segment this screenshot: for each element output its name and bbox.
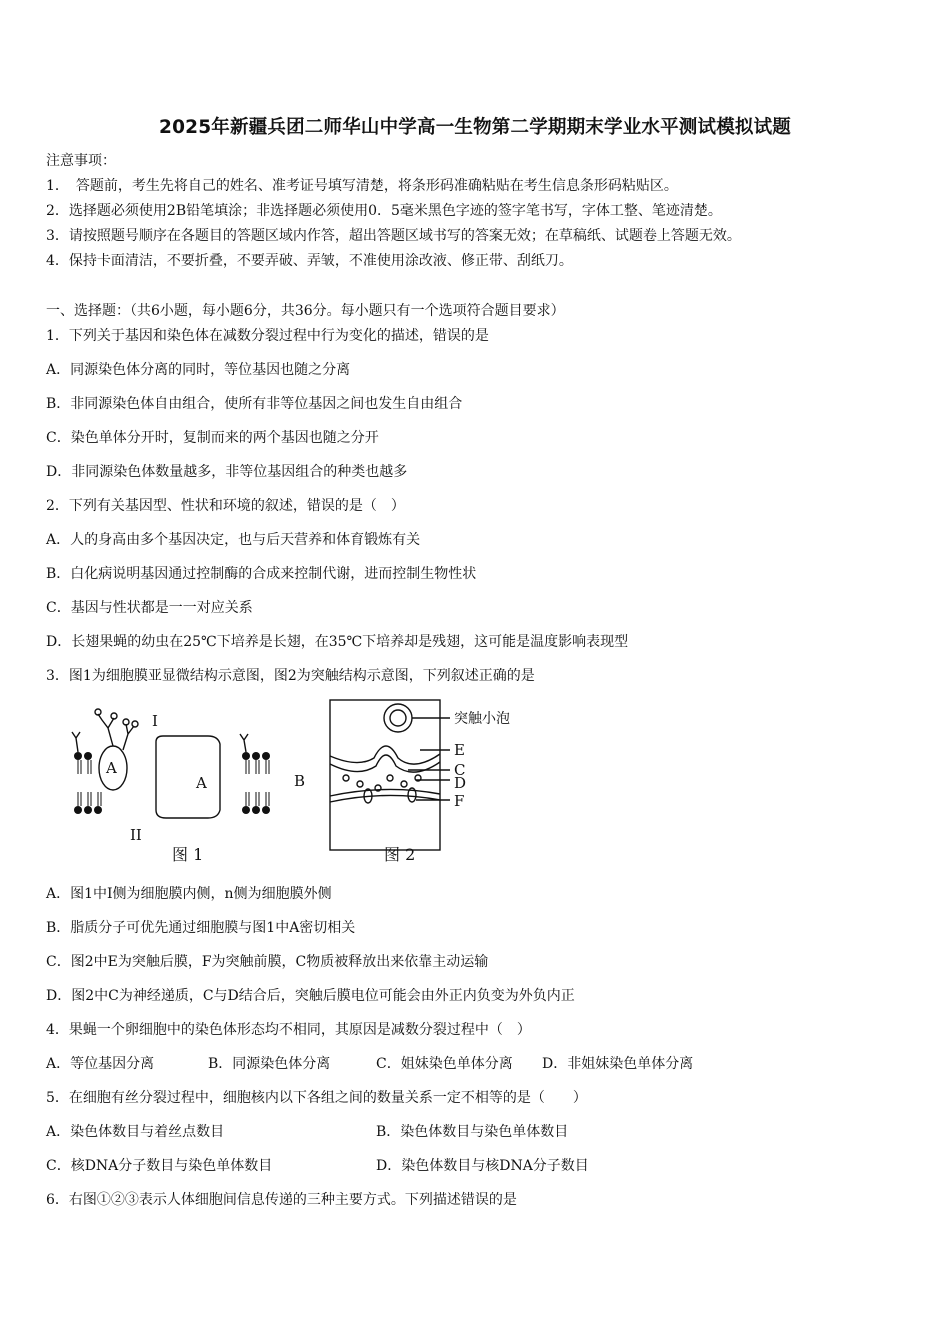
option-d: D．非姐妹染色单体分离 [542,1056,694,1072]
option-b: B．染色体数目与染色单体数目 [376,1124,569,1140]
question-number: 4． [46,1022,69,1038]
option-a: A．同源染色体分离的同时，等位基因也随之分离 [46,362,351,378]
question-text: 下列关于基因和染色体在减数分裂过程中行为变化的描述，错误的是 [68,328,489,344]
option-b: B．脂质分子可优先通过细胞膜与图1中A密切相关 [46,920,356,936]
option-a: A．人的身高由多个基因决定，也与后天营养和体育锻炼有关 [46,532,421,548]
label-ii: II [130,826,142,844]
label-a-large: A [196,774,207,792]
option-b: B．白化病说明基因通过控制酶的合成来控制代谢，进而控制生物性状 [46,566,477,582]
question-text: 果蝇一个卵细胞中的染色体形态均不相同，其原因是减数分裂过程中（ ） [68,1022,531,1038]
figure2-caption: 图 2 [384,845,416,864]
question-number: 5． [46,1090,69,1106]
label-d: D [454,774,467,792]
question-stem [46,327,489,345]
question-text: 图1为细胞膜亚显微结构示意图，图2为突触结构示意图，下列叙述正确的是 [68,668,535,684]
notice-item: 3．请按照题号顺序在各题目的答题区域内作答，超出答题区域书写的答案无效；在草稿纸、试题卷上答题无效。 [46,228,741,244]
option-a: A．等位基因分离 [46,1056,155,1072]
question-number: 6． [46,1192,69,1208]
notice-item: 1． 答题前，考生先将自己的姓名、准考证号填写清楚，将条形码准确粘贴在考生信息条形码粘贴区。 [46,178,678,194]
question-text: 在细胞有丝分裂过程中，细胞核内以下各组之间的数量关系一定不相等的是（ ） [68,1090,587,1106]
page-title: 2025年新疆兵团二师华山中学高一生物第二学期期末学业水平测试模拟试题 [159,117,791,138]
label-e: E [454,741,465,759]
question-text: 下列有关基因型、性状和环境的叙述，错误的是（ ） [68,498,405,514]
question-stem [46,1021,531,1039]
option-b: B．非同源染色体自由组合，使所有非等位基因之间也发生自由组合 [46,396,463,412]
label-c: C [454,761,466,779]
question-stem [46,497,405,515]
notice-heading: 注意事项： [46,153,116,169]
phospholipid-bilayer [72,709,270,818]
question-number: 3． [46,668,69,684]
option-d: D．染色体数目与核DNA分子数目 [376,1158,589,1174]
notice-item: 4．保持卡面清洁，不要折叠，不要弄破、弄皱，不准使用涂改液、修正带、刮纸刀。 [46,253,573,269]
question-stem [46,1089,587,1107]
option-b: B．同源染色体分离 [208,1056,331,1072]
question-stem [46,667,535,685]
label-b: B [294,772,306,790]
label-f: F [454,792,465,810]
option-a: A．染色体数目与着丝点数目 [46,1124,225,1140]
section-heading: 一、选择题：（共6小题，每小题6分，共36分。每小题只有一个选项符合题目要求） [46,303,565,319]
option-c: C．染色单体分开时，复制而来的两个基因也随之分开 [46,430,379,446]
synapse-diagram [330,700,450,850]
option-c: C．姐妹染色单体分离 [376,1056,513,1072]
question-number: 1． [46,328,69,344]
label-a-small: A [106,759,117,777]
option-c: C．核DNA分子数目与染色单体数目 [46,1158,273,1174]
notice-item: 2．选择题必须使用2B铅笔填涂；非选择题必须使用0．5毫米黑色字迹的签字笔书写，字体工整、笔迹清楚。 [46,203,722,219]
option-d: D．图2中C为神经递质，C与D结合后，突触后膜电位可能会由外正内负变为外负内正 [46,988,575,1004]
question-stem [46,1191,517,1209]
question-number: 2． [46,498,69,514]
option-d: D．长翅果蝇的幼虫在25℃下培养是长翅，在35℃下培养却是残翅，这可能是温度影响表现型 [46,634,629,650]
option-c: C．基因与性状都是一一对应关系 [46,600,253,616]
option-c: C．图2中E为突触后膜，F为突触前膜，C物质被释放出来依靠主动运输 [46,954,489,970]
option-a: A．图1中I侧为细胞膜内侧，n侧为细胞膜外侧 [46,886,332,902]
membrane-synapse-figure [68,698,548,870]
option-d: D．非同源染色体数量越多，非等位基因组合的种类也越多 [46,464,408,480]
figure1-caption: 图 1 [172,845,204,864]
label-i: I [152,712,158,730]
question-text: 右图①②③表示人体细胞间信息传递的三种主要方式。下列描述错误的是 [68,1192,517,1208]
label-vesicle: 突触小泡 [454,711,510,727]
